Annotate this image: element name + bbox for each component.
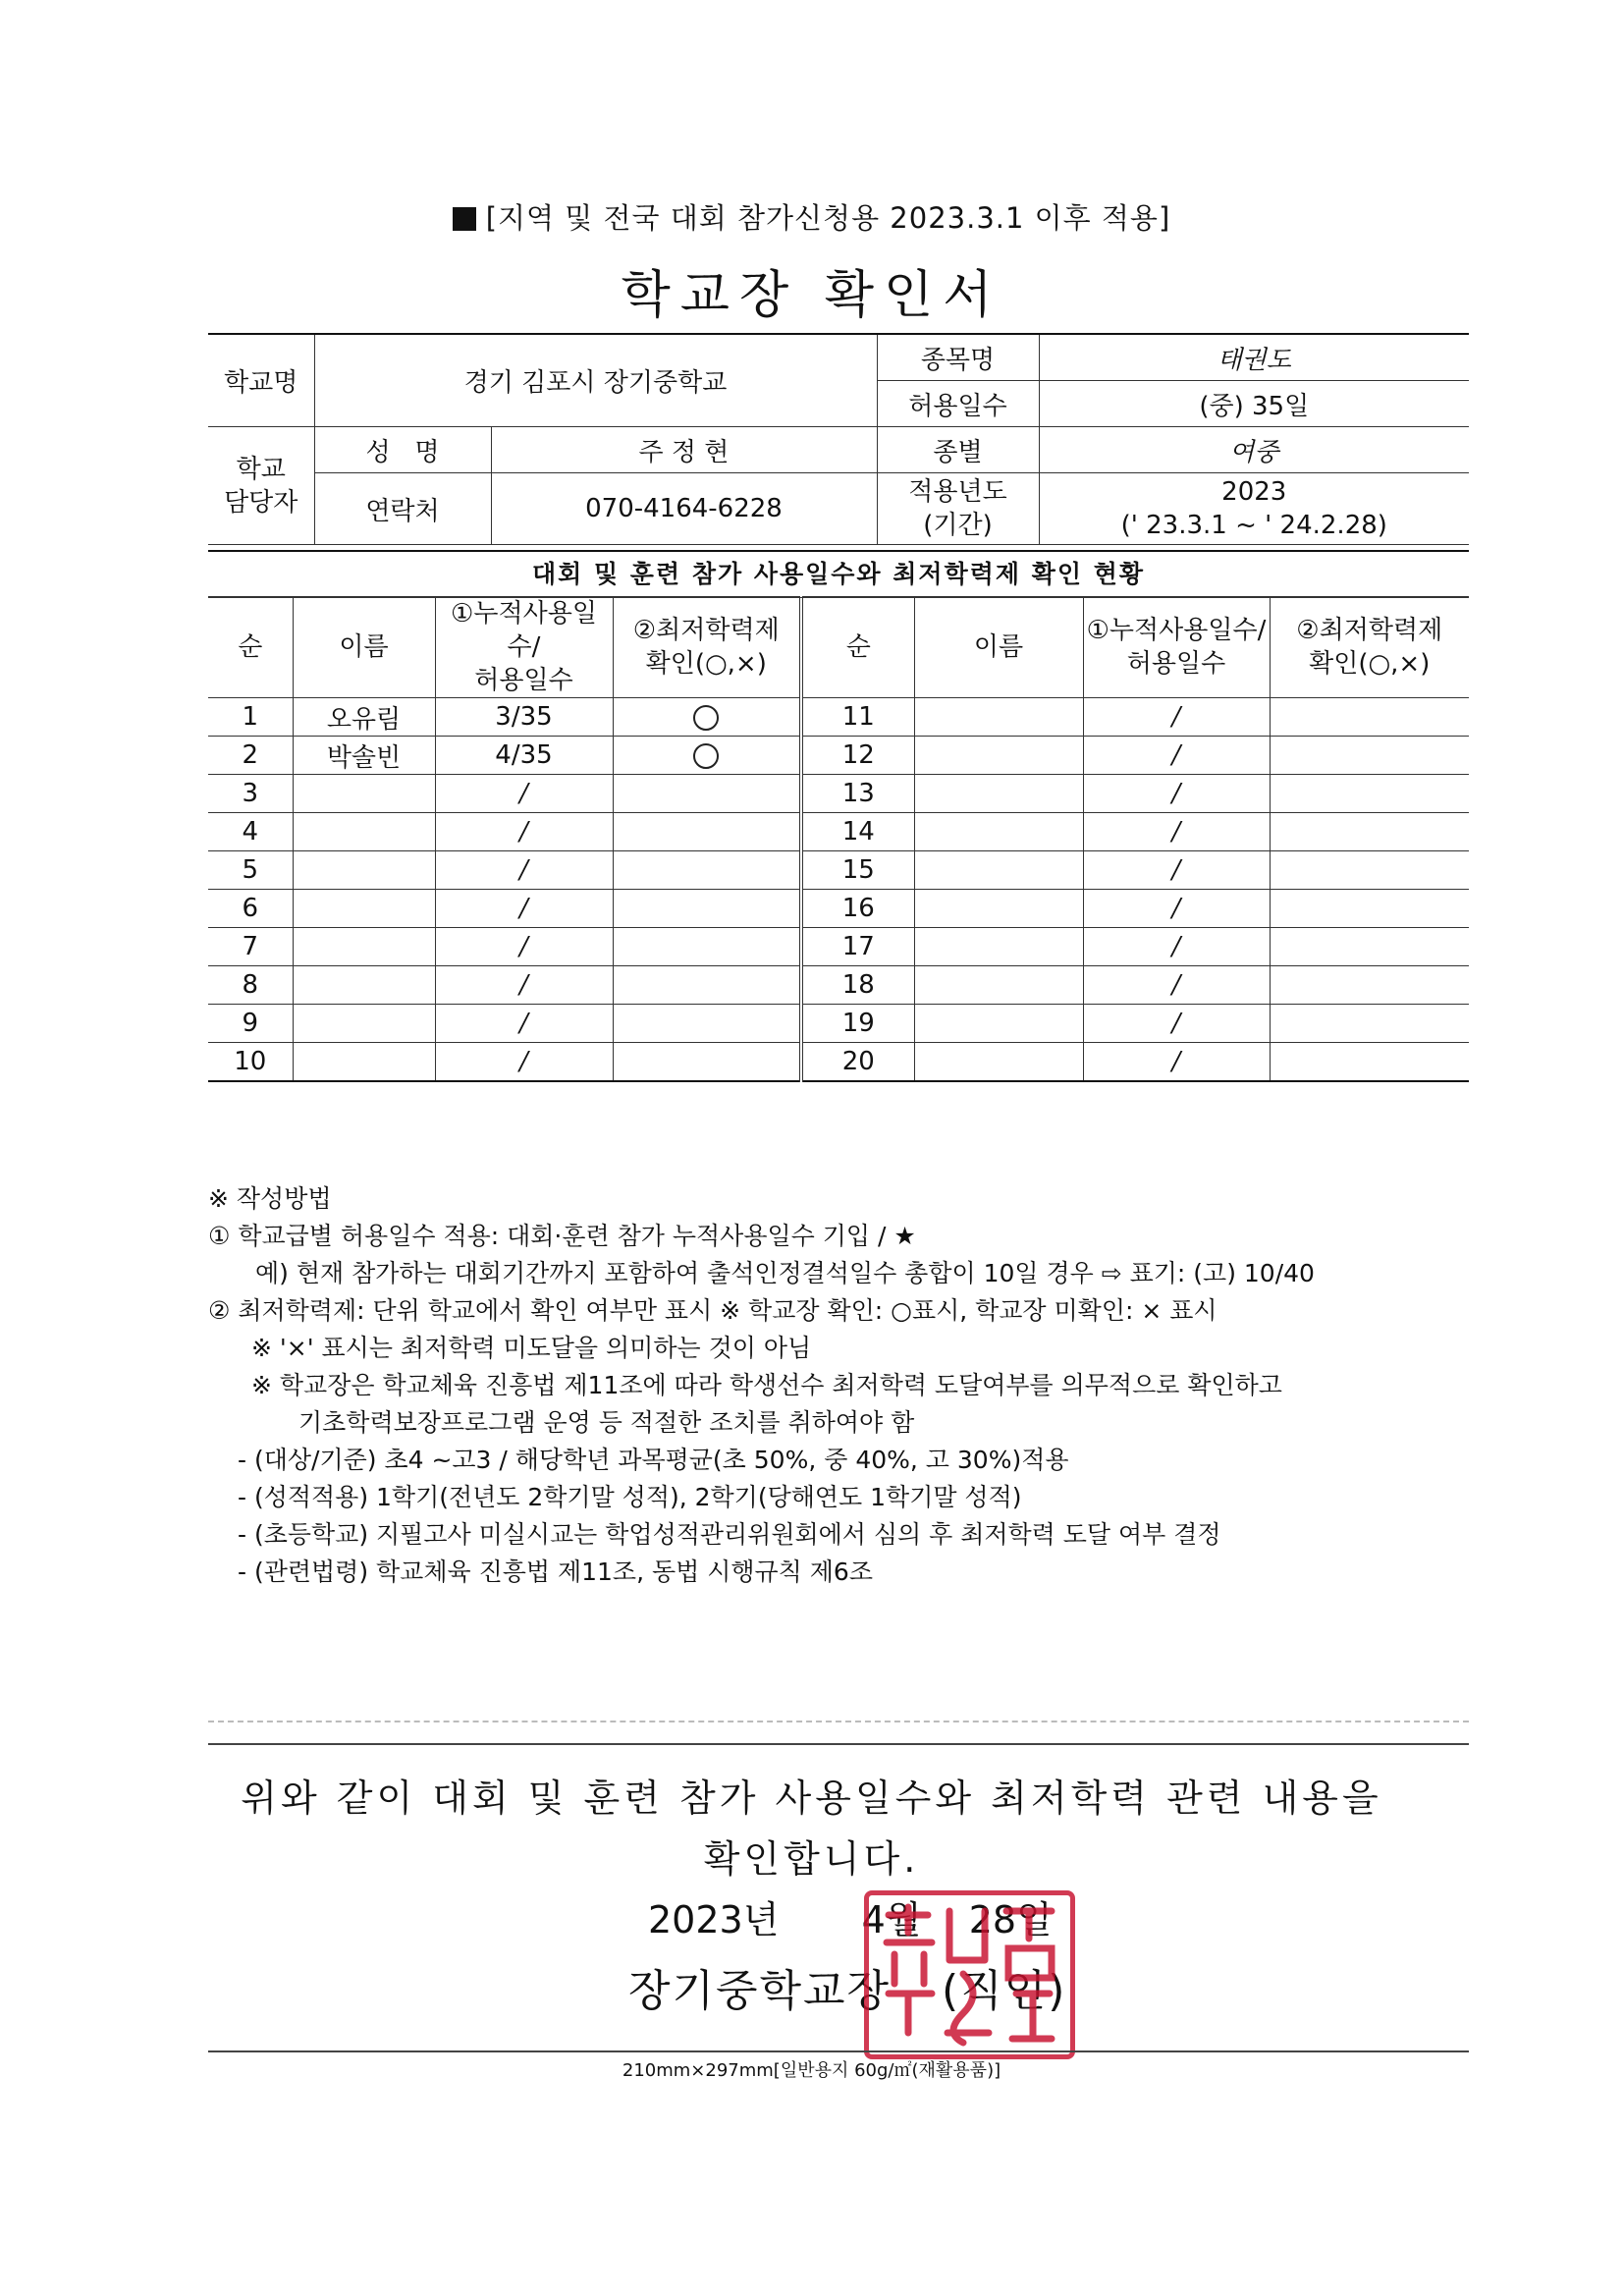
row-min-check <box>1270 851 1469 890</box>
seal-stamp-icon <box>869 1895 1070 2054</box>
row-number: 1 <box>208 698 293 737</box>
row-days: / <box>435 851 613 890</box>
bottom-divider <box>208 2050 1469 2052</box>
row-name <box>914 890 1083 928</box>
row-days: / <box>1083 1005 1270 1043</box>
school-value: 경기 김포시 장기중학교 <box>314 334 877 427</box>
row-name <box>293 928 435 966</box>
year-value: 2023 <box>1221 477 1287 507</box>
paper-size-note: 210mm×297mm[일반용지 60g/㎡(재활용품)] <box>622 2060 1001 2081</box>
row-name <box>914 737 1083 775</box>
confirmation-statement <box>0 1768 1623 1889</box>
row-days: / <box>1083 851 1270 890</box>
table-row <box>208 1005 1469 1043</box>
year-label-line1: 적용년도 <box>908 477 1007 507</box>
contact-person-label-line1: 학교 <box>236 454 286 484</box>
school-info-table <box>208 333 1469 545</box>
row-min-check <box>613 1043 801 1082</box>
instruction-line: ① 학교급별 허용일수 적용: 대회·훈련 참가 누적사용일수 기입 / ★ <box>208 1222 916 1250</box>
school-label: 학교명 <box>208 334 314 427</box>
row-name <box>914 1043 1083 1082</box>
row-min-check <box>613 737 801 775</box>
row-min-check <box>1270 775 1469 813</box>
row-days: / <box>1083 890 1270 928</box>
name-label: 성 명 <box>314 427 491 473</box>
header-no-right: 순 <box>801 597 914 698</box>
row-name <box>293 890 435 928</box>
row-days: / <box>1083 966 1270 1005</box>
header-min-line2: 확인(○,×) <box>645 649 767 679</box>
row-name: 오유림 <box>293 698 435 737</box>
header-no-left: 순 <box>208 597 293 698</box>
statement-line1: 위와 같이 대회 및 훈련 참가 사용일수와 최저학력 관련 내용을 <box>241 1777 1382 1820</box>
table-row <box>208 1043 1469 1082</box>
row-min-check <box>613 1005 801 1043</box>
header-min-line2: 확인(○,×) <box>1309 649 1431 679</box>
date-day: 28일 <box>968 1898 1053 1941</box>
writing-instructions <box>208 1180 1485 1591</box>
header-days-left <box>435 597 613 698</box>
row-min-check <box>613 966 801 1005</box>
row-name <box>293 775 435 813</box>
header-days-line1: ①누적사용일수/ <box>1086 616 1267 645</box>
row-days: 3/35 <box>435 698 613 737</box>
row-days: / <box>435 1005 613 1043</box>
document-title: 학교장 확인서 <box>621 266 1002 325</box>
row-name <box>293 813 435 851</box>
row-days: / <box>1083 813 1270 851</box>
principal-name: 장기중학교장 <box>628 1966 892 2016</box>
table-row <box>208 928 1469 966</box>
row-number: 7 <box>208 928 293 966</box>
row-number: 10 <box>208 1043 293 1082</box>
row-number: 16 <box>801 890 914 928</box>
period-value: (' 23.3.1 ~ ' 24.2.28) <box>1120 511 1387 540</box>
document-scope <box>0 196 1623 237</box>
header-name-right: 이름 <box>914 597 1083 698</box>
row-min-check <box>1270 1043 1469 1082</box>
phone-label: 연락처 <box>314 473 491 545</box>
instructions-heading: ※ 작성방법 <box>208 1184 332 1213</box>
row-days: / <box>1083 737 1270 775</box>
scope-text: [지역 및 전국 대회 참가신청용 2023.3.1 이후 적용] <box>485 201 1171 235</box>
name-value: 주 정 현 <box>491 427 877 473</box>
row-days: / <box>435 813 613 851</box>
header-days-right <box>1083 597 1270 698</box>
row-number: 12 <box>801 737 914 775</box>
row-days: / <box>1083 1043 1270 1082</box>
row-name <box>914 851 1083 890</box>
row-number: 14 <box>801 813 914 851</box>
official-seal <box>861 1890 1075 2059</box>
header-min-line1: ②최저학력제 <box>1296 616 1443 645</box>
row-min-check <box>1270 1005 1469 1043</box>
row-min-check <box>1270 698 1469 737</box>
row-name <box>914 698 1083 737</box>
row-number: 19 <box>801 1005 914 1043</box>
row-min-check <box>613 775 801 813</box>
row-days: / <box>1083 928 1270 966</box>
instruction-line: ※ 학교장은 학교체육 진흥법 제11조에 따라 학생선수 최저학력 도달여부를 의무적으로 확인하고 <box>251 1371 1282 1399</box>
row-min-check <box>1270 928 1469 966</box>
usage-table <box>208 596 1469 1082</box>
row-days: / <box>1083 698 1270 737</box>
row-number: 15 <box>801 851 914 890</box>
row-min-check <box>613 813 801 851</box>
row-min-check <box>613 928 801 966</box>
row-number: 8 <box>208 966 293 1005</box>
header-days-line1: ①누적사용일수/ <box>451 599 597 662</box>
row-min-check <box>1270 813 1469 851</box>
year-label-line2: (기간) <box>923 511 993 540</box>
table-row <box>208 966 1469 1005</box>
row-min-check <box>613 851 801 890</box>
row-min-check <box>1270 890 1469 928</box>
event-value: 태권도 <box>1039 334 1469 381</box>
table-row <box>208 813 1469 851</box>
instruction-line: - (관련법령) 학교체육 진흥법 제11조, 동법 시행규칙 제6조 <box>238 1558 873 1586</box>
year-label <box>877 473 1039 545</box>
row-days: / <box>435 966 613 1005</box>
row-number: 17 <box>801 928 914 966</box>
row-min-check <box>613 698 801 737</box>
header-days-line2: 허용일수 <box>1126 649 1226 679</box>
row-name <box>293 1043 435 1082</box>
instruction-line: ② 최저학력제: 단위 학교에서 확인 여부만 표시 ※ 학교장 확인: ○표시, 학교장 미확인: × 표시 <box>208 1296 1217 1325</box>
row-days: / <box>1083 775 1270 813</box>
black-square-icon <box>453 207 476 231</box>
days-value: (중) 35일 <box>1039 381 1469 427</box>
usage-header-row <box>208 597 1469 698</box>
contact-person-label-line2: 담당자 <box>224 487 298 518</box>
row-days: 4/35 <box>435 737 613 775</box>
divider <box>208 1743 1469 1745</box>
statement-line2: 확인합니다. <box>703 1837 920 1881</box>
row-number: 6 <box>208 890 293 928</box>
instruction-line: - (대상/기준) 초4 ~고3 / 해당학년 과목평균(초 50%, 중 40%, 고 30%)적용 <box>238 1446 1069 1474</box>
table-row <box>208 851 1469 890</box>
row-number: 11 <box>801 698 914 737</box>
row-name <box>914 813 1083 851</box>
row-name <box>914 928 1083 966</box>
row-min-check <box>1270 966 1469 1005</box>
category-value: 여중 <box>1039 427 1469 473</box>
header-min-left <box>613 597 801 698</box>
row-name <box>293 851 435 890</box>
row-min-check <box>613 890 801 928</box>
header-name-left: 이름 <box>293 597 435 698</box>
circle-mark-icon <box>693 743 719 769</box>
row-name <box>914 1005 1083 1043</box>
instruction-line: - (성적적용) 1학기(전년도 2학기말 성적), 2학기(당해연도 1학기말 성적) <box>238 1483 1022 1511</box>
row-name <box>914 966 1083 1005</box>
instruction-line: - (초등학교) 지필고사 미실시교는 학업성적관리위원회에서 심의 후 최저학력 도달 여부 결정 <box>238 1520 1221 1549</box>
row-number: 20 <box>801 1043 914 1082</box>
row-name <box>293 966 435 1005</box>
row-name <box>293 1005 435 1043</box>
year-cell <box>1039 473 1469 545</box>
contact-person-label <box>208 427 314 545</box>
dashed-divider <box>208 1721 1469 1722</box>
phone-value: 070-4164-6228 <box>491 473 877 545</box>
row-number: 18 <box>801 966 914 1005</box>
table-row <box>208 775 1469 813</box>
event-label: 종목명 <box>877 334 1039 381</box>
row-days: / <box>435 928 613 966</box>
row-days: / <box>435 1043 613 1082</box>
instruction-line: 기초학력보장프로그램 운영 등 적절한 조치를 취하여야 함 <box>298 1408 915 1437</box>
row-days: / <box>435 775 613 813</box>
instruction-line: 예) 현재 참가하는 대회기간까지 포함하여 출석인정결석일수 총합이 10일 경우 ⇨ 표기: (고) 10/40 <box>255 1259 1315 1287</box>
row-number: 3 <box>208 775 293 813</box>
row-number: 9 <box>208 1005 293 1043</box>
header-days-line2: 허용일수 <box>474 666 573 695</box>
category-label: 종별 <box>877 427 1039 473</box>
row-number: 13 <box>801 775 914 813</box>
header-min-line1: ②최저학력제 <box>632 616 780 645</box>
usage-table-title: 대회 및 훈련 참가 사용일수와 최저학력제 확인 현황 <box>208 550 1469 598</box>
row-min-check <box>1270 737 1469 775</box>
date-year: 2023년 <box>648 1898 780 1941</box>
table-row <box>208 737 1469 775</box>
header-min-right <box>1270 597 1469 698</box>
row-number: 5 <box>208 851 293 890</box>
row-days: / <box>435 890 613 928</box>
instruction-line: ※ '×' 표시는 최저학력 미도달을 의미하는 것이 아님 <box>251 1334 812 1362</box>
circle-mark-icon <box>693 705 719 731</box>
date-month: 4월 <box>861 1898 922 1941</box>
row-number: 2 <box>208 737 293 775</box>
seal-mark: (직인) <box>942 1966 1067 2016</box>
row-name <box>914 775 1083 813</box>
row-name: 박솔빈 <box>293 737 435 775</box>
days-label: 허용일수 <box>877 381 1039 427</box>
row-number: 4 <box>208 813 293 851</box>
table-row <box>208 890 1469 928</box>
table-row <box>208 698 1469 737</box>
